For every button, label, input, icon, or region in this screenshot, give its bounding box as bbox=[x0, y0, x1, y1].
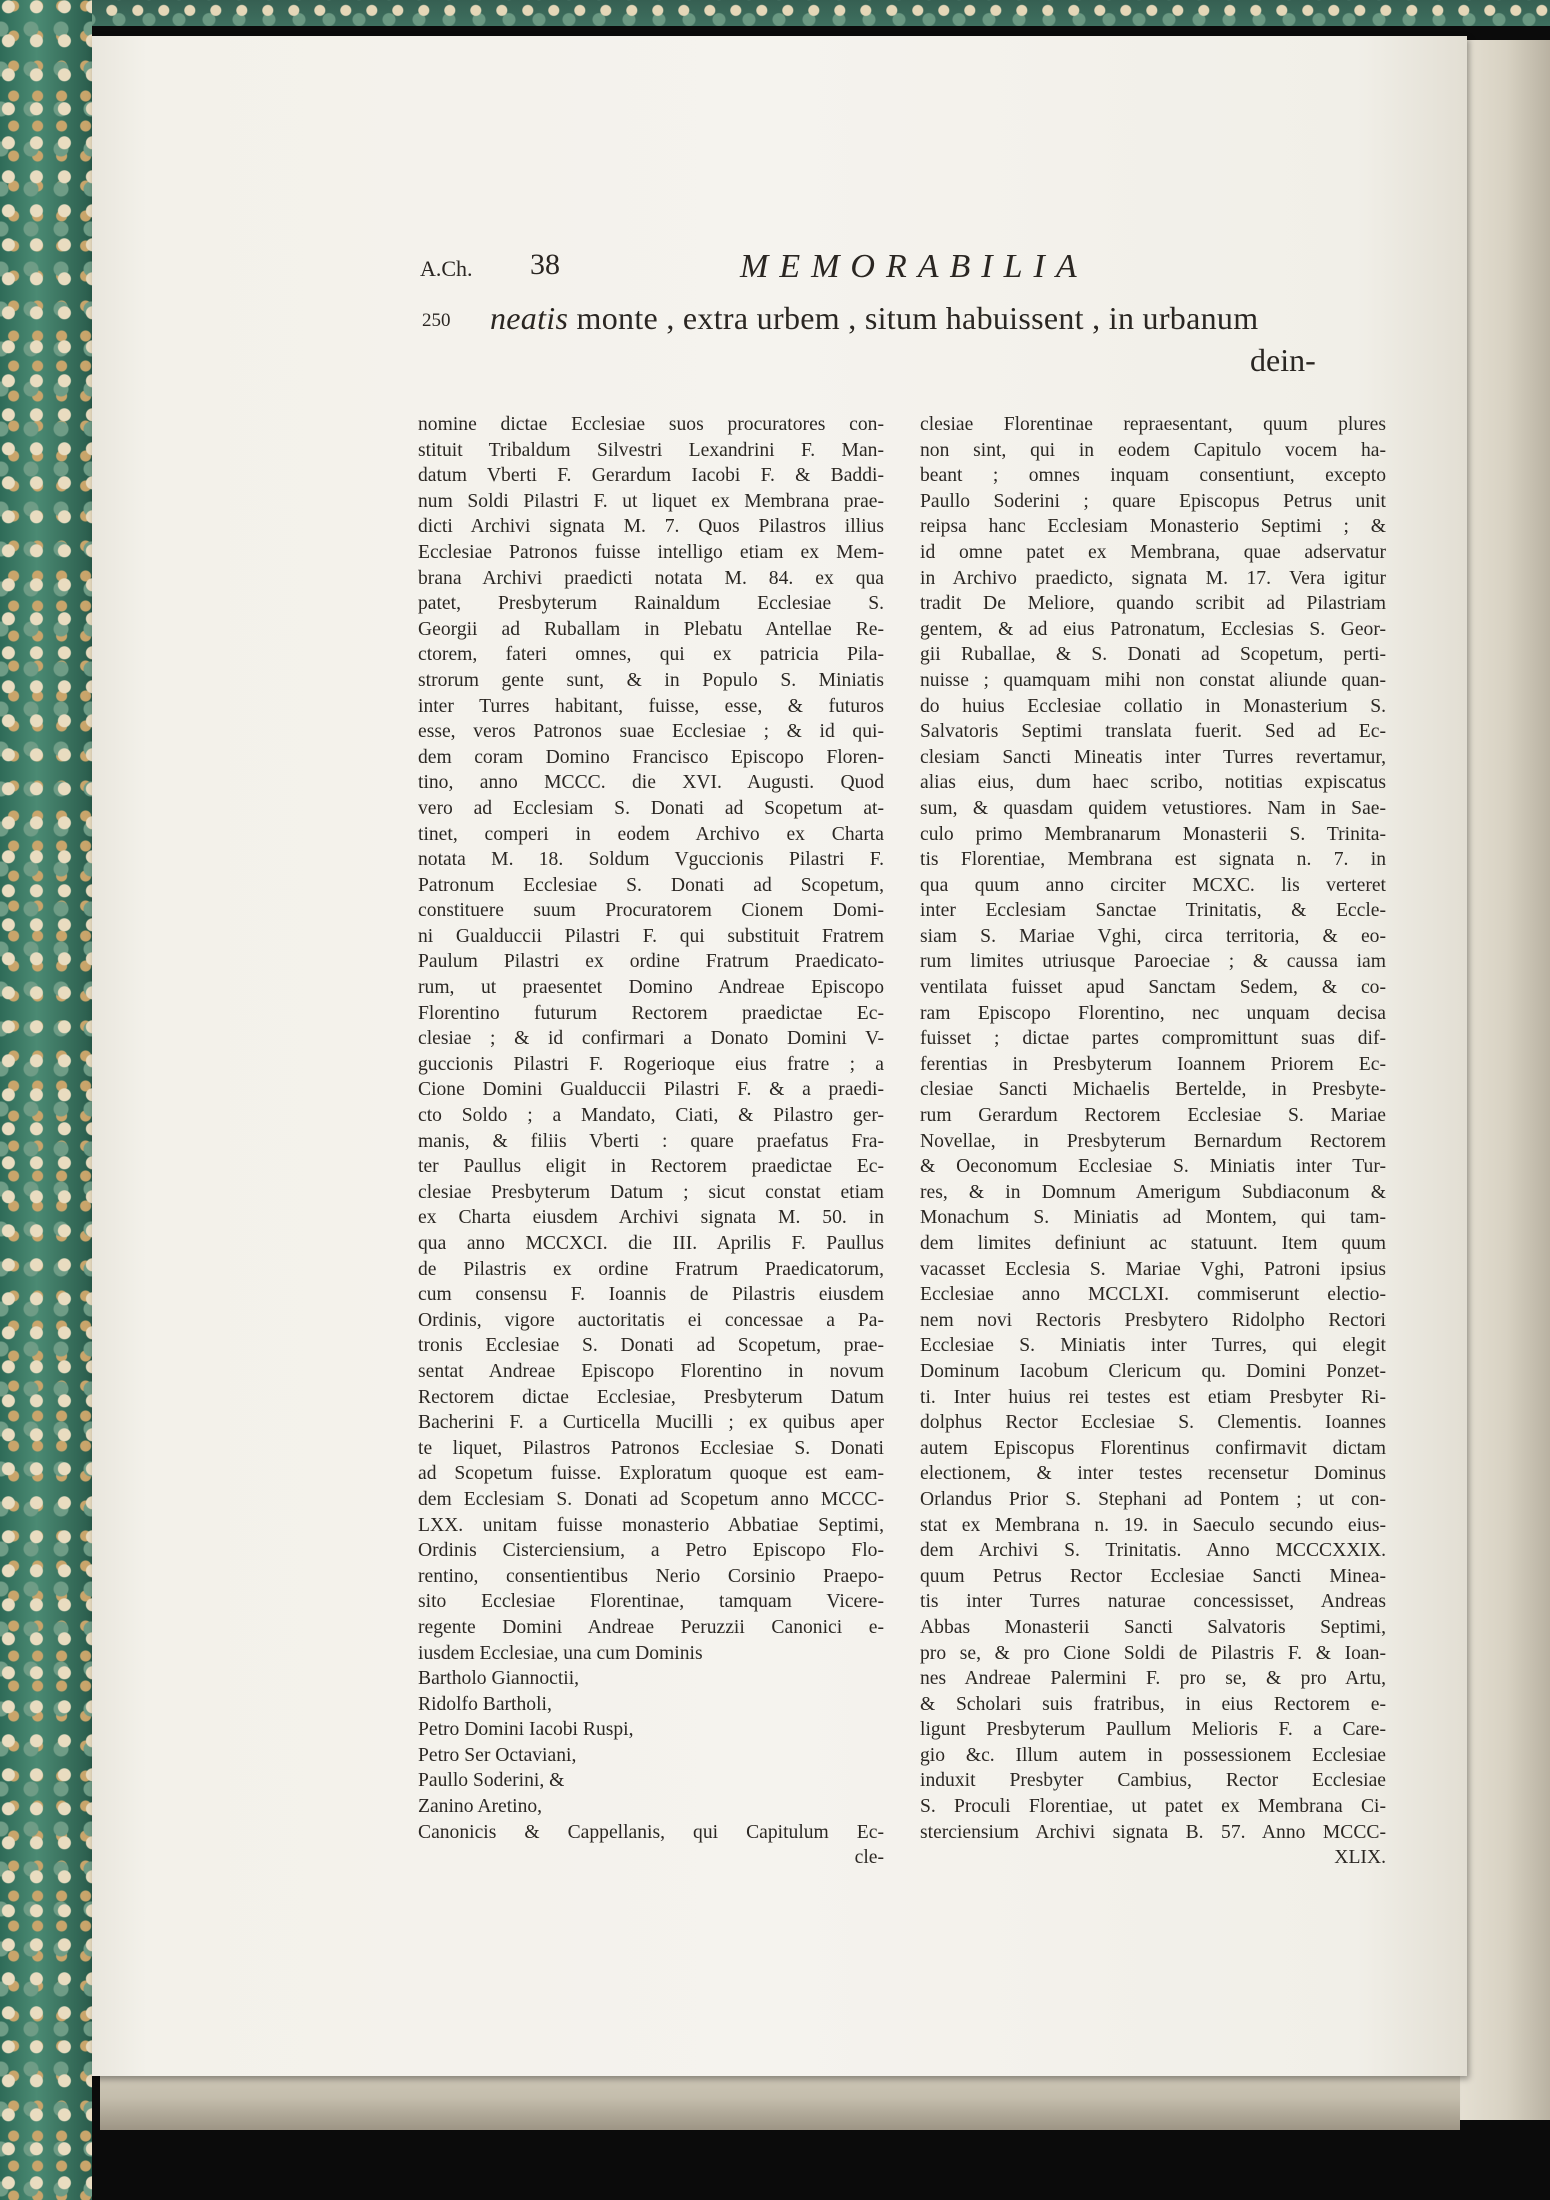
text-line: constituere suum Procuratorem Cionem Domi- bbox=[418, 900, 884, 922]
text-line: non sint, qui in eodem Capitulo vocem ha- bbox=[920, 439, 1386, 461]
text-line: Rectorem dictae Ecclesiae, Presbyterum Datum bbox=[418, 1386, 884, 1408]
text-line: brana Archivi praedicti notata M. 84. ex qua bbox=[418, 567, 884, 589]
text-line: Ridolfo Bartholi, bbox=[418, 1693, 552, 1715]
text-line: tino, anno MCCC. die XVI. Augusti. Quod bbox=[418, 772, 884, 794]
text-line: gio &c. Illum autem in possessionem Ecclesiae bbox=[920, 1744, 1386, 1766]
text-line: quum Petrus Rector Ecclesiae Sancti Minea- bbox=[920, 1565, 1386, 1587]
text-line: tinet, comperi in eodem Archivo ex Charta bbox=[418, 823, 884, 845]
marbled-binding-top bbox=[0, 0, 1550, 26]
text-line: nomine dictae Ecclesiae suos procuratores con- bbox=[418, 414, 884, 435]
text-line: ter Paullus eligit in Rectorem praedictae Ec- bbox=[418, 1156, 884, 1178]
text-line: id omne patet ex Membrana, quae adservatur bbox=[920, 541, 1386, 563]
marbled-binding-left bbox=[0, 0, 92, 2200]
text-line: dolphus Rector Ecclesiae S. Clementis. Ioannes bbox=[920, 1412, 1386, 1434]
text-line: regente Domini Andreae Peruzzii Canonici e- bbox=[418, 1616, 884, 1638]
text-line: inter Ecclesiam Sanctae Trinitatis, & Eccle- bbox=[920, 900, 1386, 922]
text-line: dem limites definiunt ac statuunt. Item quum bbox=[920, 1233, 1386, 1254]
text-line: ex Charta eiusdem Archivi signata M. 50. in bbox=[418, 1207, 884, 1229]
text-line: ventilata fuisset apud Sanctam Sedem, & co- bbox=[920, 977, 1386, 999]
text-line: ram Episcopo Florentino, nec unquam decisa bbox=[920, 1002, 1386, 1024]
text-line: inter Turres habitant, fuisse, esse, & futuros bbox=[418, 695, 884, 717]
text-line: in Archivo praedicto, signata M. 17. Vera igitur bbox=[920, 567, 1386, 589]
text-line: Ecclesiae Patronos fuisse intelligo etiam ex Mem- bbox=[418, 541, 884, 563]
running-header bbox=[420, 248, 1380, 288]
page-number: 38 bbox=[530, 248, 560, 281]
text-line: Monachum S. Miniatis ad Montem, qui tam- bbox=[920, 1207, 1386, 1229]
text-line: ctorem, fateri omnes, qui ex patricia Pila- bbox=[418, 644, 884, 666]
text-line: Orlandus Prior S. Stephani ad Pontem ; ut con- bbox=[920, 1488, 1386, 1510]
text-line: tis Florentiae, Membrana est signata n. 7. in bbox=[920, 849, 1386, 871]
first-line-italic: neatis bbox=[490, 300, 569, 336]
text-line: Dominum Iacobum Clericum qu. Domini Ponzet- bbox=[920, 1360, 1386, 1382]
text-line: esse, veros Patronos suae Ecclesiae ; & id qui- bbox=[418, 721, 884, 743]
text-line: sterciensium Archivi signata B. 57. Anno MCCC- bbox=[920, 1821, 1386, 1843]
first-line-rest: monte , extra urbem , situm habuissent , in urbanum bbox=[568, 300, 1259, 336]
text-line: LXX. unitam fuisse monasterio Abbatiae Septimi, bbox=[418, 1514, 884, 1536]
text-line: Bacherini F. a Curticella Mucilli ; ex quibus aper bbox=[418, 1412, 884, 1434]
text-line: ferentias in Presbyterum Ioannem Priorem Ec- bbox=[920, 1053, 1386, 1075]
text-line: Zanino Aretino, bbox=[418, 1796, 543, 1818]
text-line: Salvatoris Septimi translata fuerit. Sed ad Ec- bbox=[920, 721, 1386, 743]
text-line: cum consensu F. Ioannis de Pilastris eiusdem bbox=[418, 1284, 884, 1306]
text-line: ti. Inter huius rei testes est etiam Presbyter Ri- bbox=[920, 1386, 1386, 1408]
text-line: patet, Presbyterum Rainaldum Ecclesiae S. bbox=[418, 593, 884, 615]
text-line: manis, & filiis Vberti : quare praefatus Fra- bbox=[418, 1130, 884, 1152]
text-line: Petro Domini Iacobi Ruspi, bbox=[418, 1719, 634, 1741]
text-line: Patronum Ecclesiae S. Donati ad Scopetum, bbox=[418, 874, 884, 896]
text-line: Paullo Soderini, & bbox=[418, 1770, 565, 1792]
text-line: nuisse ; quamquam mihi non constat aliunde quan- bbox=[920, 669, 1386, 691]
text-line: clesiae Florentinae repraesentant, quum plures bbox=[920, 414, 1386, 435]
text-line: culo primo Membranarum Monasterii S. Trinita- bbox=[920, 823, 1386, 845]
text-line: Ecclesiae S. Miniatis inter Turres, qui elegit bbox=[920, 1335, 1386, 1357]
text-line: Cione Domini Gualduccii Pilastri F. & a praedi- bbox=[418, 1079, 884, 1101]
text-line: autem Episcopus Florentinus confirmavit dictam bbox=[920, 1437, 1386, 1459]
text-line: & Scholari suis fratribus, in eius Rectorem e- bbox=[920, 1693, 1386, 1715]
text-line: ni Gualduccii Pilastri F. qui substituit Fratrem bbox=[418, 925, 884, 947]
text-line: dem Ecclesiam S. Donati ad Scopetum anno MCCC- bbox=[418, 1488, 884, 1510]
text-line: sum, & quasdam quidem vetustiores. Nam in Sae- bbox=[920, 797, 1386, 819]
text-line: sentat Andreae Episcopo Florentino in novum bbox=[418, 1360, 884, 1382]
text-line: sito Ecclesiae Florentinae, tamquam Vicere- bbox=[418, 1591, 884, 1613]
text-line: stat ex Membrana n. 19. in Saeculo secundo eius- bbox=[920, 1514, 1386, 1536]
text-line: qua anno MCCXCI. die III. Aprilis F. Paullus bbox=[418, 1233, 884, 1254]
marginal-year: 250 bbox=[422, 310, 451, 331]
text-line: Ordinis Cisterciensium, a Petro Episcopo Flo- bbox=[418, 1540, 884, 1562]
text-line: siam S. Mariae Vghi, circa territoria, & eo- bbox=[920, 925, 1386, 947]
right-column bbox=[920, 412, 1386, 1871]
text-line: rum limites utriusque Paroeciae ; & caussa iam bbox=[920, 951, 1386, 973]
text-line: dem Archivi S. Trinitatis. Anno MCCCXXIX. bbox=[920, 1540, 1386, 1562]
text-line: strorum gente sunt, & in Populo S. Miniatis bbox=[418, 669, 884, 691]
text-line: Canonicis & Cappellanis, qui Capitulum Ec- bbox=[418, 1821, 884, 1843]
text-line: ad Scopetum fuisse. Exploratum quoque est eam- bbox=[418, 1463, 884, 1485]
text-line: dicti Archivi signata M. 7. Quos Pilastros illius bbox=[418, 516, 884, 538]
text-line: Ordinis, vigore auctoritatis ei concessae a Pa- bbox=[418, 1309, 884, 1331]
text-line: Bartholo Giannoctii, bbox=[418, 1668, 580, 1690]
text-line: Florentino futurum Rectorem praedictae Ec- bbox=[418, 1002, 884, 1024]
text-line: reipsa hanc Ecclesiam Monasterio Septimi ; & bbox=[920, 516, 1386, 538]
text-line: vacasset Ecclesia S. Mariae Vghi, Patroni ipsius bbox=[920, 1258, 1386, 1280]
text-line: rum Gerardum Rectorem Ecclesiae S. Mariae bbox=[920, 1105, 1386, 1127]
text-line: Paullo Soderini ; quare Episcopus Petrus unit bbox=[920, 490, 1386, 512]
text-line: & Oeconomum Ecclesiae S. Miniatis inter Tur- bbox=[920, 1156, 1386, 1178]
text-line: gentem, & ad eius Patronatum, Ecclesias S. Geor- bbox=[920, 618, 1386, 640]
text-line: rum, ut praesentet Domino Andreae Episcopo bbox=[418, 977, 884, 999]
text-line: res, & in Domnum Amerigum Subdiaconum & bbox=[920, 1181, 1386, 1203]
text-line: induxit Presbyter Cambius, Rector Ecclesiae bbox=[920, 1770, 1386, 1792]
first-line-text bbox=[490, 300, 1258, 337]
text-line: iusdem Ecclesiae, una cum Dominis bbox=[418, 1642, 703, 1664]
text-line: te liquet, Pilastros Patronos Ecclesiae S. Donati bbox=[418, 1437, 884, 1459]
text-line: Georgii ad Ruballam in Plebatu Antellae Re- bbox=[418, 618, 884, 640]
text-line: tis inter Turres naturae concessisset, Andreas bbox=[920, 1591, 1386, 1613]
text-line: cle- bbox=[854, 1847, 884, 1869]
text-line: beant ; omnes inquam consentiunt, excepto bbox=[920, 465, 1386, 487]
text-line: clesiam Sancti Mineatis inter Turres revertamur, bbox=[920, 746, 1386, 768]
text-line: alias eius, dum haec scribo, notitias expiscatus bbox=[920, 772, 1386, 794]
text-line: Abbas Monasterii Sancti Salvatoris Septimi, bbox=[920, 1616, 1386, 1638]
text-line: qua quum anno circiter MCXC. lis verteret bbox=[920, 874, 1386, 896]
text-line: nem novi Rectoris Presbytero Ridolpho Rectori bbox=[920, 1309, 1386, 1331]
text-line: clesiae Sancti Michaelis Bertelde, in Presbyte- bbox=[920, 1079, 1386, 1101]
text-line: Petro Ser Octaviani, bbox=[418, 1744, 577, 1766]
text-line: notata M. 18. Soldum Vguccionis Pilastri F. bbox=[418, 849, 884, 871]
text-line: electionem, & inter testes recensetur Dominus bbox=[920, 1463, 1386, 1485]
text-line: Novellae, in Presbyterum Bernardum Rectorem bbox=[920, 1130, 1386, 1152]
catchword-dein: dein- bbox=[1250, 342, 1316, 378]
running-title: MEMORABILIA bbox=[740, 248, 1088, 285]
text-line: tradit De Meliore, quando scribit ad Pilastriam bbox=[920, 593, 1386, 615]
text-line: de Pilastris ex ordine Fratrum Praedicatorum, bbox=[418, 1258, 884, 1280]
text-line: dem coram Domino Francisco Episcopo Floren- bbox=[418, 746, 884, 768]
marginal-note: A.Ch. bbox=[420, 256, 473, 281]
text-line: Paulum Pilastri ex ordine Fratrum Praedicato- bbox=[418, 951, 884, 973]
text-line: vero ad Ecclesiam S. Donati ad Scopetum at- bbox=[418, 797, 884, 819]
text-line: rentino, consentientibus Nerio Corsinio Praepo- bbox=[418, 1565, 884, 1587]
text-line: fuisset ; dictae partes compromittunt suas dif- bbox=[920, 1028, 1386, 1050]
text-line: num Soldi Pilastri F. ut liquet ex Membrana prae- bbox=[418, 490, 884, 512]
text-line: clesiae Presbyterum Datum ; sicut constat etiam bbox=[418, 1181, 884, 1203]
text-line: S. Proculi Florentiae, ut patet ex Membrana Ci- bbox=[920, 1796, 1386, 1818]
text-line: Ecclesiae anno MCCLXI. commiserunt electio- bbox=[920, 1284, 1386, 1306]
text-line: nes Andreae Palermini F. pro se, & pro Artu, bbox=[920, 1668, 1386, 1690]
text-line: clesiae ; & id confirmari a Donato Domini V- bbox=[418, 1028, 884, 1050]
text-line: tronis Ecclesiae S. Donati ad Scopetum, prae- bbox=[418, 1335, 884, 1357]
text-line: datum Vberti F. Gerardum Iacobi F. & Baddi- bbox=[418, 465, 884, 487]
text-line: do huius Ecclesiae collatio in Monasterium S. bbox=[920, 695, 1386, 717]
text-line: stituit Tribaldum Silvestri Lexandrini F. Man- bbox=[418, 439, 884, 461]
text-line: ligunt Presbyterum Paullum Melioris F. a Care- bbox=[920, 1719, 1386, 1741]
left-column bbox=[418, 412, 884, 1871]
text-line: guccionis Pilastri F. Rogerioque eius fratre ; a bbox=[418, 1053, 884, 1075]
text-line: XLIX. bbox=[1334, 1847, 1386, 1869]
first-text-line bbox=[420, 300, 1390, 340]
text-line: cto Soldo ; a Mandato, Ciati, & Pilastro ger- bbox=[418, 1105, 884, 1127]
text-line: gii Ruballae, & S. Donati ad Scopetum, perti- bbox=[920, 644, 1386, 666]
text-line: pro se, & pro Cione Soldi de Pilastris F. & Ioan- bbox=[920, 1642, 1386, 1664]
